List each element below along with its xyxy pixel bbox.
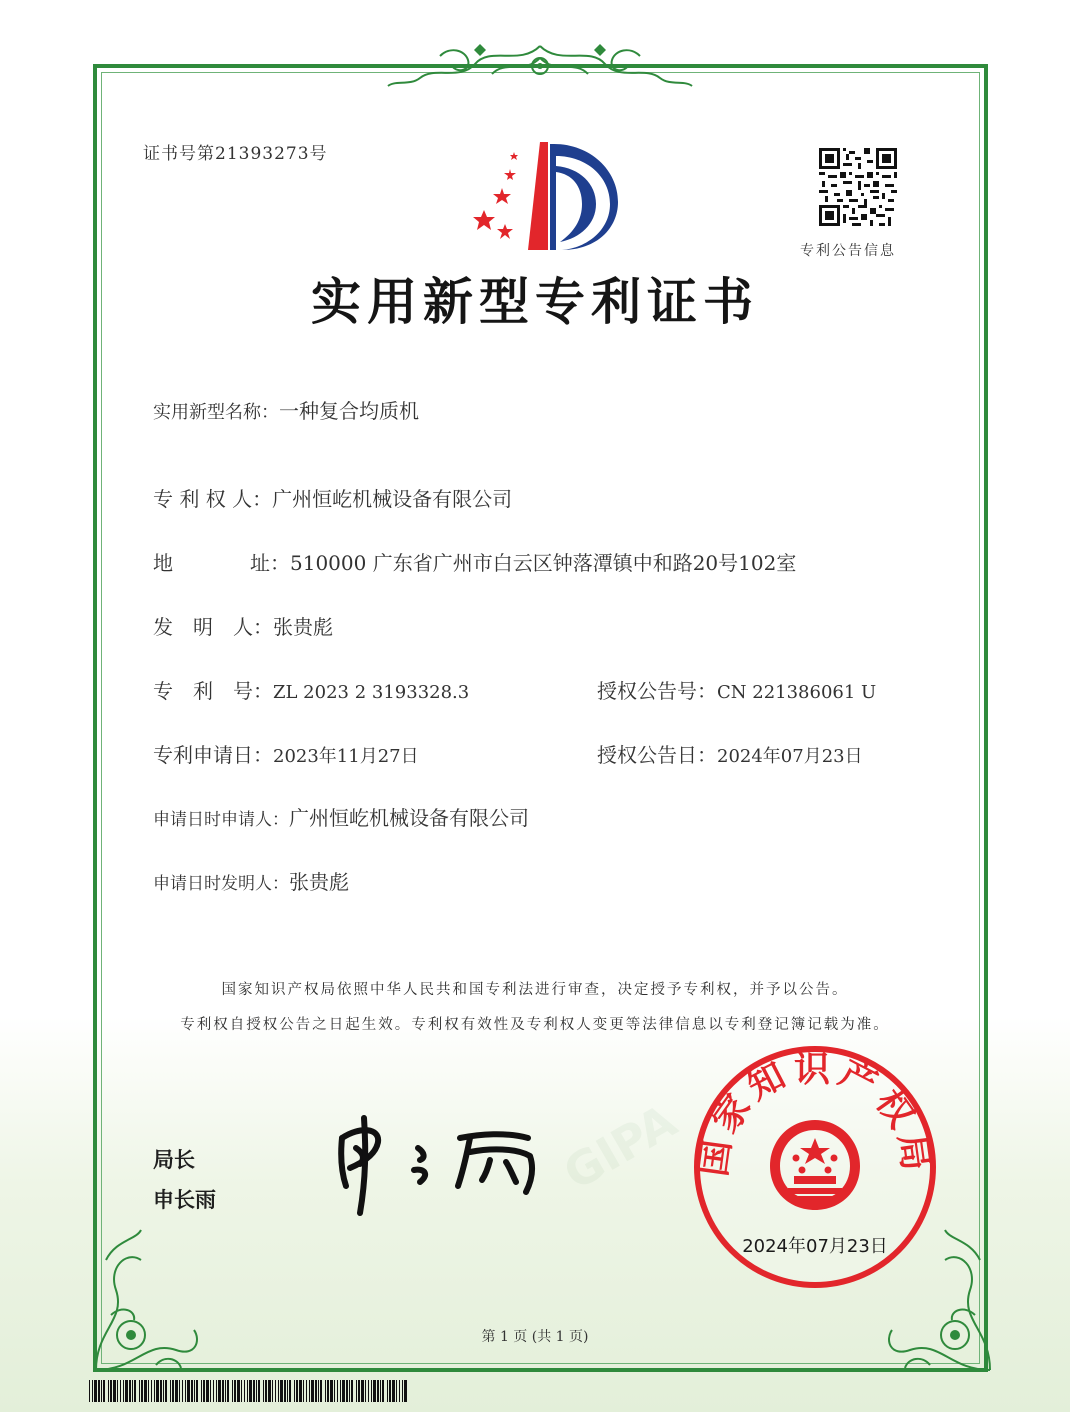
- field-value: 张贵彪: [289, 870, 349, 894]
- barcode-bar: [315, 1380, 317, 1402]
- barcode-bar: [144, 1380, 147, 1402]
- barcode-bar: [258, 1380, 260, 1402]
- field-value: 2023年11月27日: [273, 746, 419, 767]
- field-patent-number: [153, 675, 469, 704]
- field-label: 专利申请日：: [153, 743, 273, 767]
- field-value: 2024年07月23日: [717, 746, 863, 767]
- barcode-bar: [265, 1380, 267, 1402]
- barcode-bar: [201, 1380, 202, 1402]
- barcode-bar: [191, 1380, 193, 1402]
- field-label: 发 明 人：: [153, 615, 273, 639]
- field-label: 址：: [250, 551, 290, 575]
- barcode-bar: [179, 1380, 180, 1402]
- notice-line-1: 国家知识产权局依照中华人民共和国专利法进行审查，决定授予专利权，并予以公告。: [221, 982, 849, 998]
- barcode-bar: [227, 1380, 229, 1402]
- barcode-bar: [129, 1380, 131, 1402]
- barcode-bar: [218, 1380, 221, 1402]
- barcode-bar: [134, 1380, 136, 1402]
- barcode-bar: [249, 1380, 252, 1402]
- barcode-bar: [244, 1380, 245, 1402]
- barcode-bar: [334, 1380, 335, 1402]
- page-number: 第 1 页 (共 1 页): [481, 1329, 589, 1345]
- barcode-icon: [89, 1380, 407, 1402]
- field-applicant-at-filing: [153, 802, 529, 831]
- barcode-bar: [175, 1380, 178, 1402]
- barcode-bar: [187, 1380, 190, 1402]
- barcode-bar: [225, 1380, 226, 1402]
- corner-ornament-left-icon: [86, 1220, 206, 1380]
- signatory-name: 申长雨: [153, 1188, 216, 1212]
- barcode-bar: [368, 1380, 369, 1402]
- field-label: 授权公告号：: [597, 679, 717, 703]
- field-publication-date: [597, 739, 863, 768]
- barcode-bar: [278, 1380, 279, 1402]
- svg-text:国家知识产权局: 国家知识产权局: [693, 1048, 937, 1179]
- barcode-bar: [206, 1380, 209, 1402]
- top-ornament-icon: [380, 36, 700, 94]
- field-label: 专 利 权 人：: [153, 487, 273, 511]
- barcode-bar: [351, 1380, 353, 1402]
- barcode-bar: [196, 1380, 198, 1402]
- barcode-bar: [382, 1380, 384, 1402]
- barcode-bar: [101, 1380, 102, 1402]
- field-label: 授权公告日：: [597, 743, 717, 767]
- field-value: ZL 2023 2 3193328.3: [273, 682, 470, 703]
- qr-caption: 专利公告信息: [800, 243, 896, 259]
- barcode-bar: [154, 1380, 155, 1402]
- barcode-bar: [296, 1380, 298, 1402]
- barcode-bar: [320, 1380, 322, 1402]
- barcode-bar: [330, 1380, 333, 1402]
- barcode-bar: [132, 1380, 133, 1402]
- field-publication-number: [597, 675, 876, 704]
- barcode-bar: [148, 1380, 149, 1402]
- signature-icon: [330, 1108, 560, 1218]
- barcode-bar: [272, 1380, 273, 1402]
- barcode-bar: [253, 1380, 255, 1402]
- field-label: 专 利 号：: [153, 679, 273, 703]
- barcode-bar: [256, 1380, 257, 1402]
- barcode-bar: [346, 1380, 348, 1402]
- barcode-bar: [294, 1380, 295, 1402]
- barcode-bar: [399, 1380, 400, 1402]
- barcode-bar: [89, 1380, 90, 1402]
- barcode-bar: [371, 1380, 372, 1402]
- barcode-bar: [311, 1380, 314, 1402]
- barcode-bar: [263, 1380, 264, 1402]
- field-value: CN 221386061 U: [717, 682, 877, 703]
- barcode-bar: [327, 1380, 329, 1402]
- official-seal-icon: [690, 1042, 940, 1292]
- barcode-bar: [185, 1380, 186, 1402]
- field-value: 一种复合均质机: [279, 399, 419, 423]
- barcode-bar: [232, 1380, 233, 1402]
- barcode-bar: [373, 1380, 376, 1402]
- barcode-bar: [247, 1380, 248, 1402]
- barcode-bar: [165, 1380, 167, 1402]
- field-utility-model-name: [153, 395, 419, 424]
- field-value: 广州恒屹机械设备有限公司: [289, 806, 529, 830]
- barcode-bar: [182, 1380, 183, 1402]
- barcode-bar: [303, 1380, 304, 1402]
- barcode-bar: [203, 1380, 205, 1402]
- qr-code-icon: [819, 148, 897, 226]
- barcode-bar: [98, 1380, 100, 1402]
- barcode-bar: [216, 1380, 217, 1402]
- barcode-bar: [117, 1380, 118, 1402]
- barcode-bar: [172, 1380, 174, 1402]
- barcode-bar: [358, 1380, 360, 1402]
- barcode-bar: [156, 1380, 159, 1402]
- barcode-bar: [120, 1380, 121, 1402]
- certificate-title: 实用新型专利证书: [311, 273, 759, 331]
- seal-date: 2024年07月23日: [742, 1236, 888, 1257]
- barcode-bar: [387, 1380, 388, 1402]
- notice-line-2: 专利权自授权公告之日起生效。专利权有效性及专利权人变更等法律信息以专利登记簿记载为准。: [180, 1017, 890, 1033]
- barcode-bar: [163, 1380, 164, 1402]
- field-inventor-at-filing: [153, 866, 349, 895]
- barcode-bar: [356, 1380, 357, 1402]
- field-value: 张贵彪: [273, 615, 333, 639]
- barcode-bar: [110, 1380, 112, 1402]
- barcode-bar: [284, 1380, 286, 1402]
- barcode-bar: [309, 1380, 310, 1402]
- barcode-bar: [92, 1380, 93, 1402]
- field-label: 申请日时发明人：: [153, 874, 289, 894]
- field-patent-holder: [153, 483, 512, 512]
- barcode-bar: [392, 1380, 395, 1402]
- barcode-bar: [210, 1380, 211, 1402]
- field-label: 实用新型名称：: [153, 402, 279, 423]
- barcode-bar: [125, 1380, 128, 1402]
- barcode-bar: [337, 1380, 338, 1402]
- field-label: 地: [153, 551, 173, 575]
- barcode-bar: [325, 1380, 326, 1402]
- barcode-bar: [365, 1380, 366, 1402]
- barcode-bar: [404, 1380, 407, 1402]
- watermark: GIPA: [554, 1093, 686, 1201]
- barcode-bar: [289, 1380, 291, 1402]
- barcode-bar: [402, 1380, 403, 1402]
- barcode-bar: [349, 1380, 350, 1402]
- field-value: 广州恒屹机械设备有限公司: [272, 487, 513, 511]
- barcode-bar: [123, 1380, 124, 1402]
- barcode-bar: [342, 1380, 345, 1402]
- barcode-bar: [268, 1380, 271, 1402]
- barcode-bar: [151, 1380, 152, 1402]
- barcode-bar: [396, 1380, 397, 1402]
- barcode-bar: [237, 1380, 240, 1402]
- barcode-bar: [108, 1380, 109, 1402]
- field-value: 510000 广东省广州市白云区钟落潭镇中和路20号102室: [290, 551, 797, 575]
- barcode-bar: [113, 1380, 116, 1402]
- barcode-bar: [306, 1380, 307, 1402]
- barcode-bar: [234, 1380, 236, 1402]
- barcode-bar: [280, 1380, 283, 1402]
- cnipa-logo-icon: [462, 132, 622, 258]
- barcode-bar: [287, 1380, 288, 1402]
- barcode-bar: [141, 1380, 143, 1402]
- barcode-bar: [139, 1380, 140, 1402]
- barcode-bar: [389, 1380, 391, 1402]
- barcode-bar: [380, 1380, 381, 1402]
- barcode-bar: [299, 1380, 302, 1402]
- barcode-bar: [160, 1380, 162, 1402]
- field-inventor: [153, 611, 333, 640]
- barcode-bar: [94, 1380, 97, 1402]
- barcode-bar: [241, 1380, 242, 1402]
- signatory-title: 局长: [153, 1148, 195, 1172]
- barcode-bar: [222, 1380, 224, 1402]
- barcode-bar: [275, 1380, 276, 1402]
- field-filing-date: [153, 739, 419, 768]
- field-address: [153, 547, 796, 576]
- barcode-bar: [103, 1380, 105, 1402]
- barcode-bar: [170, 1380, 171, 1402]
- barcode-bar: [194, 1380, 195, 1402]
- barcode-bar: [213, 1380, 214, 1402]
- barcode-bar: [361, 1380, 364, 1402]
- barcode-bar: [377, 1380, 379, 1402]
- barcode-bar: [318, 1380, 319, 1402]
- certificate-number: 证书号第21393273号: [143, 144, 328, 164]
- barcode-bar: [340, 1380, 341, 1402]
- field-label: 申请日时申请人：: [153, 810, 289, 830]
